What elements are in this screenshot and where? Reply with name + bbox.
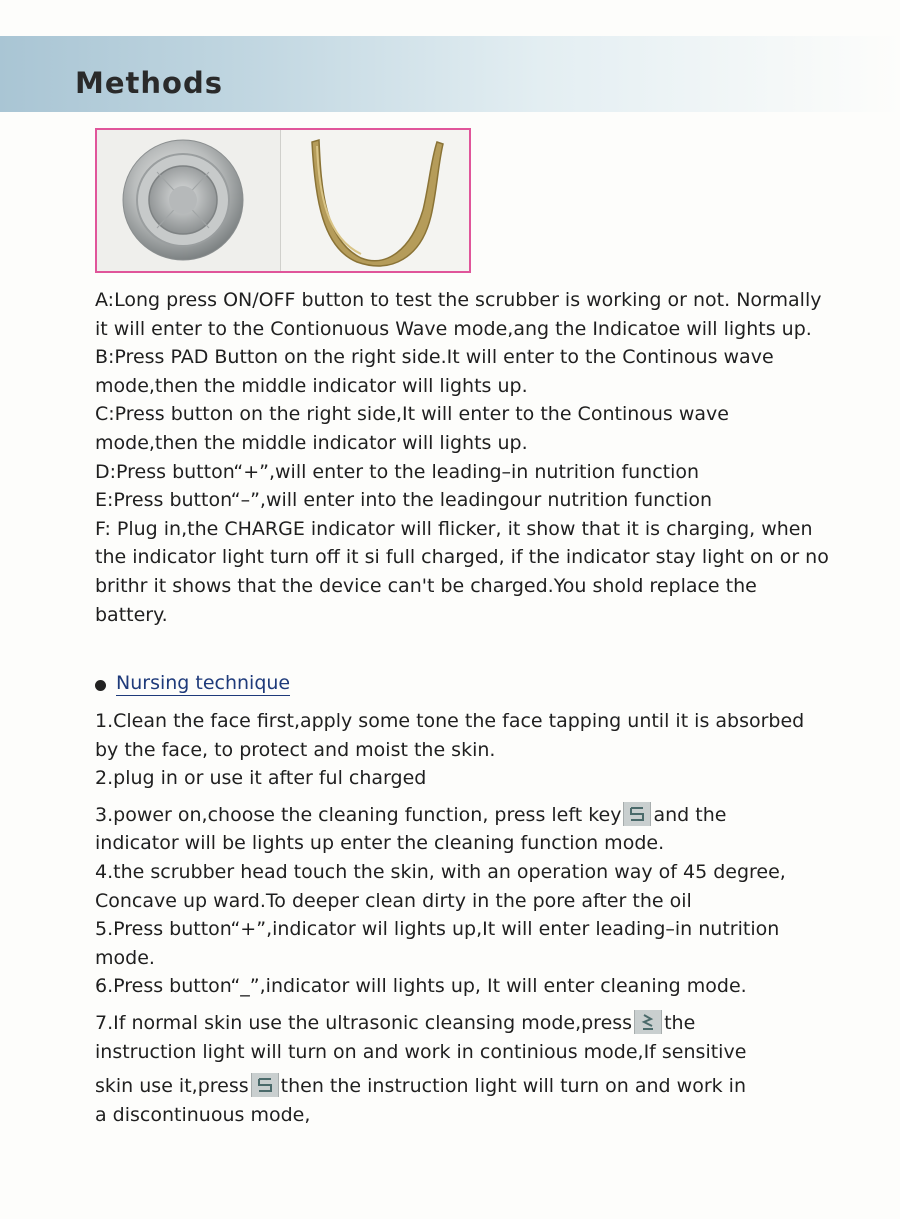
step3-text-c: indicator will be lights up enter the cleaning function mode.: [95, 832, 665, 855]
bullet-dot: [95, 680, 106, 691]
method-f: F: Plug in,the CHARGE indicator will flicker, it show that it is charging, when the indicator light turn off it si full charged, if the indicator stay light on or no brithr it shows that the device can't be charged.You shold replace the battery.: [95, 517, 829, 626]
page-title: Methods: [75, 66, 223, 100]
nursing-step-1: 1.Clean the face first,apply some tone the face tapping until it is absorbed by the face, to protect and moist the skin.: [95, 710, 805, 761]
nursing-steps: [95, 707, 815, 1129]
wave-key-icon: [623, 802, 651, 826]
method-e: E:Press button“–”,will enter into the leadingour nutrition function: [95, 489, 712, 512]
product-photo-frame: [95, 128, 471, 273]
step7-text-f: a discontinuous mode,: [95, 1103, 311, 1126]
step7-line-3: [95, 1072, 815, 1101]
methods-list: [95, 286, 835, 629]
method-c: C:Press button on the right side,It will enter to the Continous wave mode,then the middle indicator will lights up.: [95, 403, 729, 454]
method-a: A:Long press ON/OFF button to test the scrubber is working or not. Normally it will enter to the Contionuous Wave mode,ang the Indicatoe will lights up.: [95, 289, 822, 340]
nursing-step-7: [95, 1009, 815, 1038]
nursing-step-6: 6.Press button“_”,indicator will lights up, It will enter cleaning mode.: [95, 975, 747, 998]
nursing-step-5: 5.Press button“+”,indicator wil lights up,It will enter leading–in nutrition mode.: [95, 918, 780, 969]
step7-text-d: skin use it,press: [95, 1075, 249, 1098]
nursing-step-2: 2.plug in or use it after ful charged: [95, 767, 427, 790]
nursing-heading-label: Nursing technique: [116, 672, 291, 694]
step7-text-b: the: [664, 1011, 696, 1034]
step7-text-e: then the instruction light will turn on and work in: [280, 1075, 746, 1098]
nursing-heading: [95, 672, 290, 694]
scrubber-head-photo: [281, 130, 469, 271]
method-d: D:Press button“+”,will enter to the leading–in nutrition function: [95, 460, 700, 483]
step3-text-a: 3.power on,choose the cleaning function, press left key: [95, 803, 622, 826]
step7-text-a: 7.If normal skin use the ultrasonic cleansing mode,press: [95, 1011, 633, 1034]
nursing-step-3: [95, 801, 815, 830]
wave-key-icon: [251, 1073, 279, 1097]
control-button-photo: [97, 130, 280, 271]
continuous-key-icon: [634, 1010, 662, 1034]
method-b: B:Press PAD Button on the right side.It will enter to the Continous wave mode,then the middle indicator will lights up.: [95, 346, 774, 397]
step3-text-b: and the: [653, 803, 727, 826]
step7-text-c: instruction light will turn on and work in continious mode,If sensitive: [95, 1040, 747, 1063]
nursing-step-4: 4.the scrubber head touch the skin, with an operation way of 45 degree, Concave up ward.To deeper clean dirty in the pore after the oil: [95, 860, 786, 912]
